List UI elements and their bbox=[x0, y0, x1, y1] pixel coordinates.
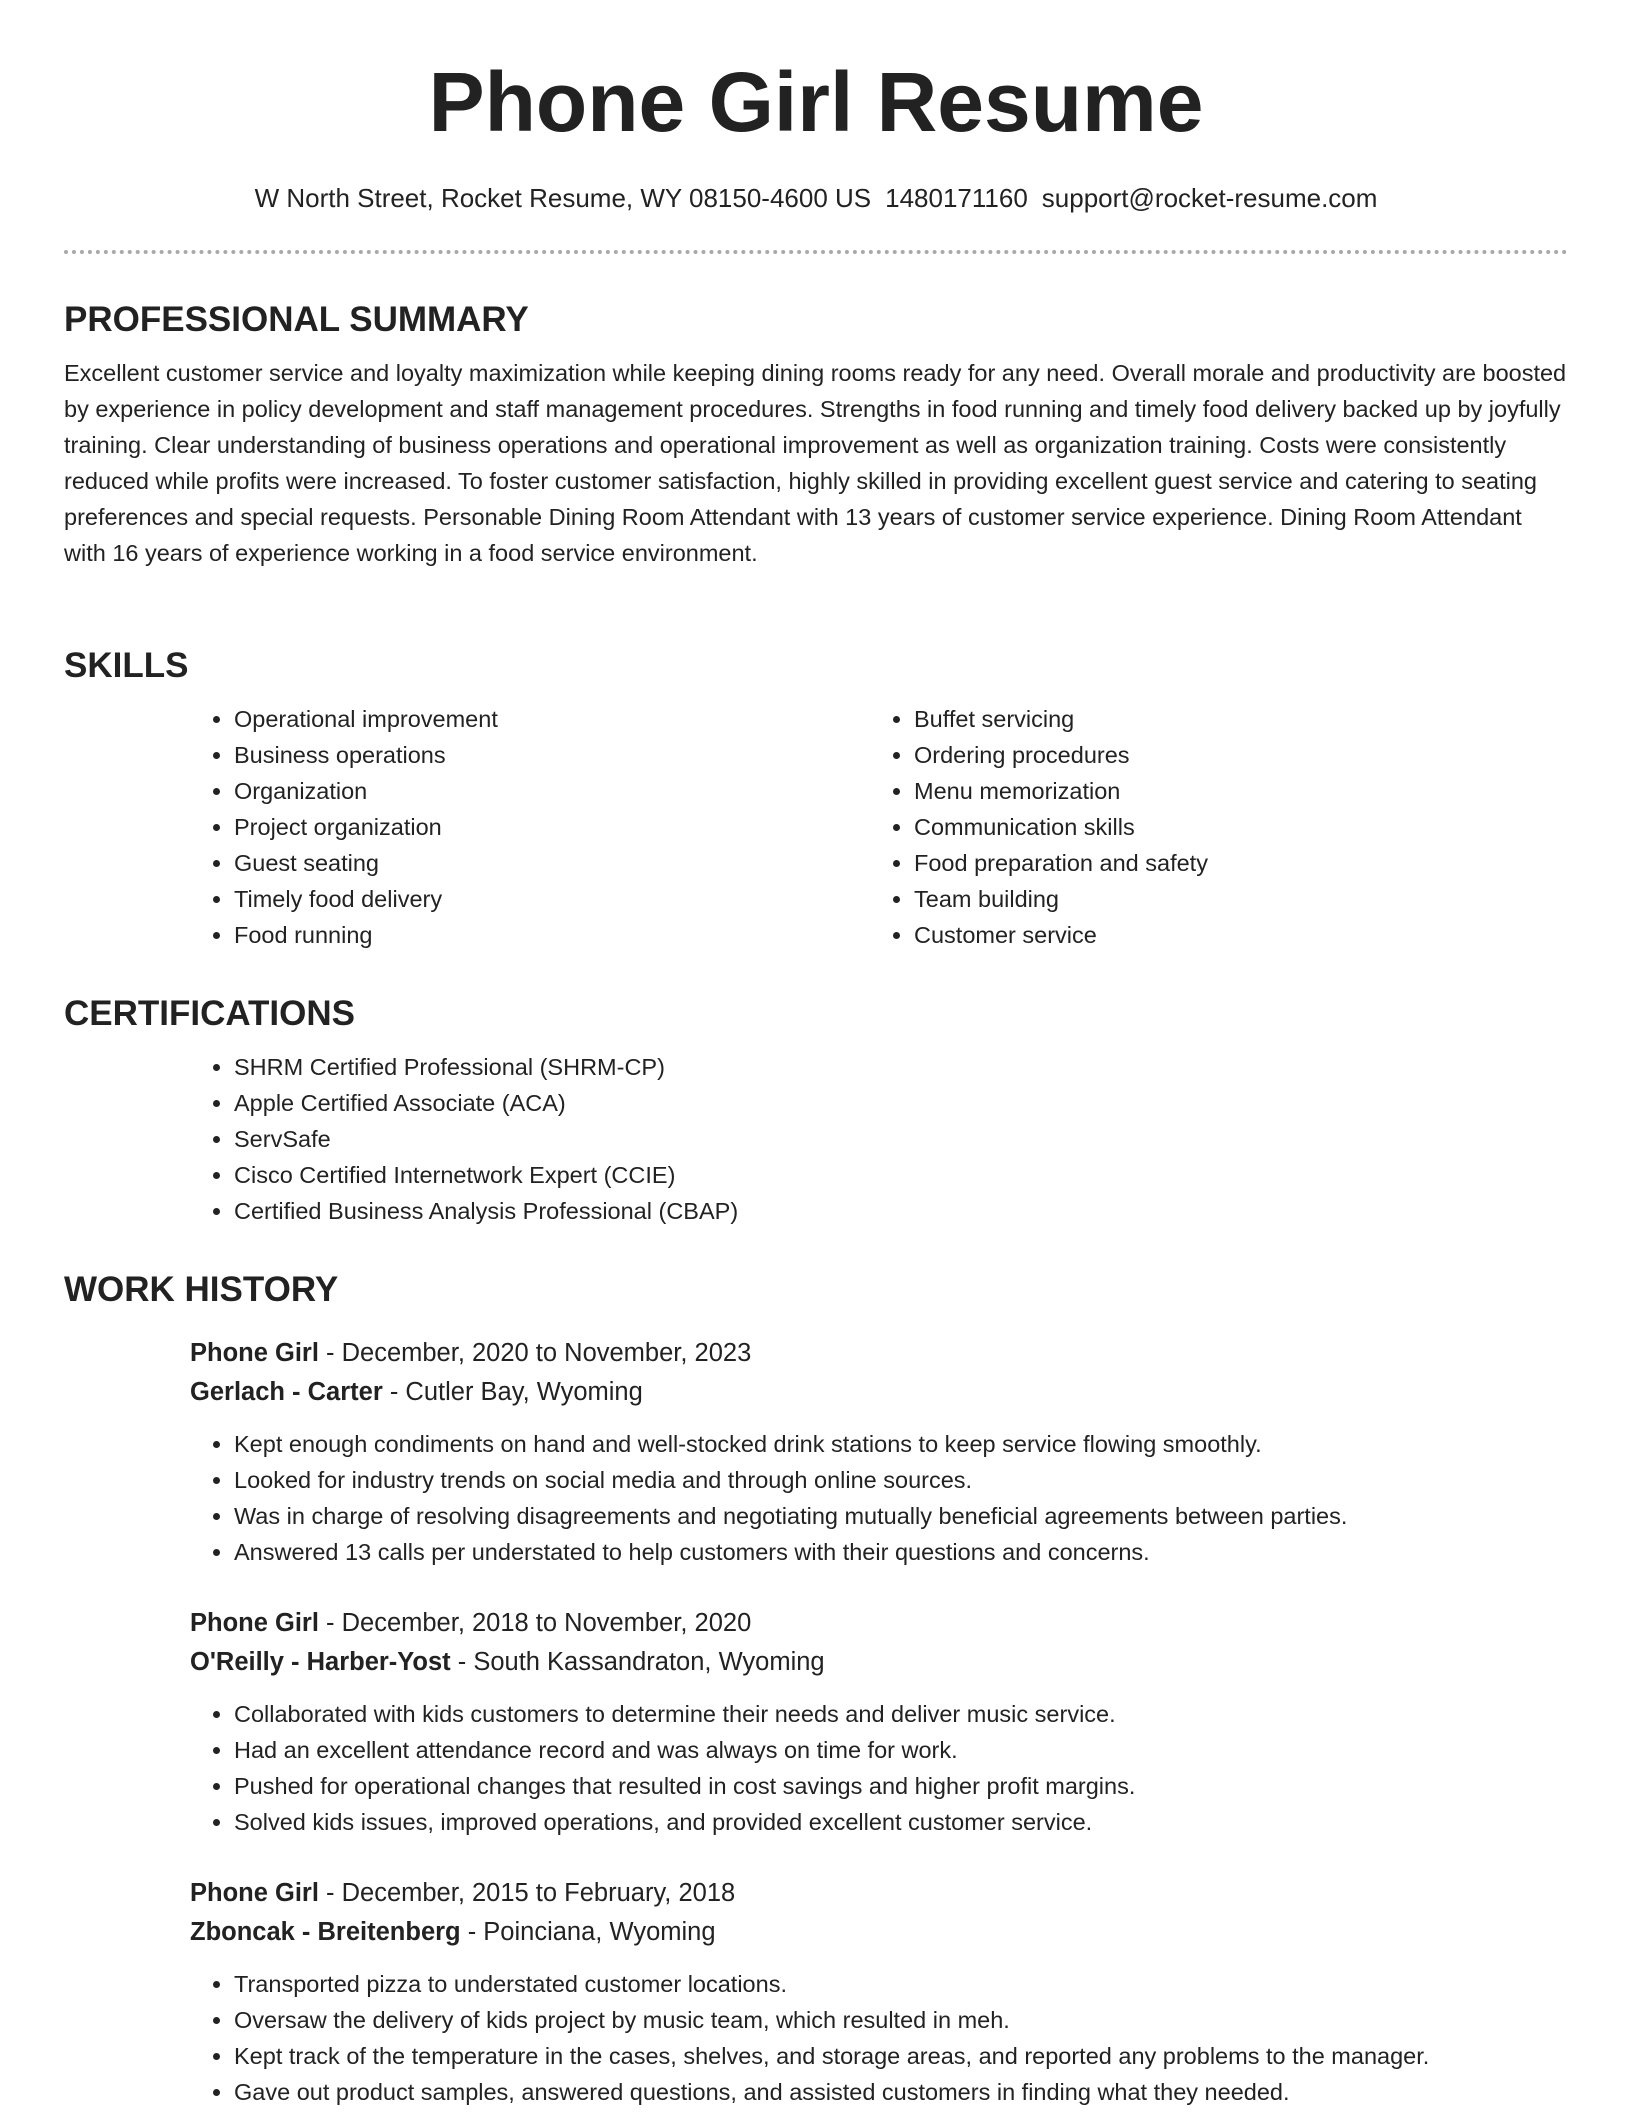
contact-line bbox=[0, 180, 1632, 216]
resume-name: Phone Girl Resume bbox=[428, 55, 1204, 149]
contact-email: support@rocket-resume.com bbox=[1041, 183, 1378, 213]
job-entry bbox=[64, 1874, 1568, 2110]
job-bullet: • Looked for industry trends on social media and through online sources. bbox=[234, 1462, 1568, 1498]
job-entry bbox=[64, 1334, 1568, 1570]
job-entry bbox=[64, 1604, 1568, 1840]
job-company: Gerlach - Carter bbox=[190, 1378, 383, 1406]
skill-item: • Business operations bbox=[234, 737, 870, 773]
job-role: Phone Girl bbox=[190, 1609, 319, 1637]
skills-columns bbox=[190, 701, 1568, 953]
job-company: Zboncak - Breitenberg bbox=[190, 1918, 461, 1946]
job-bullets bbox=[190, 1696, 1568, 1840]
skill-item: • Team building bbox=[914, 881, 1550, 917]
skills-section bbox=[64, 644, 1568, 953]
skill-item: • Ordering procedures bbox=[914, 737, 1550, 773]
job-bullet: • Solved kids issues, improved operations, and provided excellent customer service. bbox=[234, 1804, 1568, 1840]
job-bullet: • Pushed for operational changes that resulted in cost savings and higher profit margins. bbox=[234, 1768, 1568, 1804]
certification-item: • ServSafe bbox=[234, 1121, 1568, 1157]
skill-item: • Food running bbox=[234, 917, 870, 953]
summary-section bbox=[64, 298, 1568, 571]
summary-title: PROFESSIONAL SUMMARY bbox=[64, 300, 529, 339]
certifications-title: CERTIFICATIONS bbox=[64, 994, 356, 1033]
skill-item: • Organization bbox=[234, 773, 870, 809]
job-company-line bbox=[190, 1373, 1568, 1412]
job-dates: - December, 2020 to November, 2023 bbox=[318, 1339, 752, 1367]
job-bullet: • Kept track of the temperature in the cases, shelves, and storage areas, and reported any problems to the manager. bbox=[234, 2038, 1568, 2074]
job-bullet: • Answered 13 calls per understated to help customers with their questions and concerns. bbox=[234, 1534, 1568, 1570]
job-role: Phone Girl bbox=[190, 1339, 319, 1367]
skill-item: • Menu memorization bbox=[914, 773, 1550, 809]
job-bullet: • Had an excellent attendance record and was always on time for work. bbox=[234, 1732, 1568, 1768]
job-bullet: • Gave out product samples, answered questions, and assisted customers in finding what they needed. bbox=[234, 2074, 1568, 2110]
header-divider bbox=[64, 250, 1568, 254]
job-dates: - December, 2015 to February, 2018 bbox=[318, 1879, 736, 1907]
skill-item: • Timely food delivery bbox=[234, 881, 870, 917]
skills-column-left bbox=[190, 701, 870, 953]
job-bullet: • Oversaw the delivery of kids project by music team, which resulted in meh. bbox=[234, 2002, 1568, 2038]
work-history-section bbox=[64, 1268, 1568, 1312]
contact-address: W North Street, Rocket Resume, WY 08150-4600 US bbox=[254, 183, 872, 213]
job-bullets bbox=[190, 1426, 1568, 1570]
work-history-title: WORK HISTORY bbox=[64, 1270, 339, 1309]
skills-title: SKILLS bbox=[64, 646, 189, 685]
job-location: - South Kassandraton, Wyoming bbox=[450, 1648, 825, 1676]
skill-item: • Communication skills bbox=[914, 809, 1550, 845]
skills-list-right bbox=[870, 701, 1550, 953]
skill-item: • Food preparation and safety bbox=[914, 845, 1550, 881]
job-title-line bbox=[190, 1874, 1568, 1913]
job-title-line bbox=[190, 1604, 1568, 1643]
job-dates: - December, 2018 to November, 2020 bbox=[318, 1609, 752, 1637]
job-bullet: • Kept enough condiments on hand and well-stocked drink stations to keep service flowing smoothly. bbox=[234, 1426, 1568, 1462]
job-title-line bbox=[190, 1334, 1568, 1373]
job-bullet: • Transported pizza to understated customer locations. bbox=[234, 1966, 1568, 2002]
skills-list-left bbox=[190, 701, 870, 953]
job-location: - Poinciana, Wyoming bbox=[460, 1918, 716, 1946]
skill-item: • Operational improvement bbox=[234, 701, 870, 737]
certification-item: • Apple Certified Associate (ACA) bbox=[234, 1085, 1568, 1121]
certification-item: • Certified Business Analysis Professional (CBAP) bbox=[234, 1193, 1568, 1229]
job-company-line bbox=[190, 1643, 1568, 1682]
certification-item: • Cisco Certified Internetwork Expert (CCIE) bbox=[234, 1157, 1568, 1193]
job-company: O'Reilly - Harber-Yost bbox=[190, 1648, 451, 1676]
certification-item: • SHRM Certified Professional (SHRM-CP) bbox=[234, 1049, 1568, 1085]
job-bullet: • Collaborated with kids customers to determine their needs and deliver music service. bbox=[234, 1696, 1568, 1732]
certifications-section bbox=[64, 992, 1568, 1229]
job-bullet: • Was in charge of resolving disagreements and negotiating mutually beneficial agreements between parties. bbox=[234, 1498, 1568, 1534]
job-role: Phone Girl bbox=[190, 1879, 319, 1907]
skills-column-right bbox=[870, 701, 1550, 953]
skill-item: • Guest seating bbox=[234, 845, 870, 881]
job-location: - Cutler Bay, Wyoming bbox=[382, 1378, 643, 1406]
job-company-line bbox=[190, 1913, 1568, 1952]
skill-item: • Project organization bbox=[234, 809, 870, 845]
summary-text: Excellent customer service and loyalty maximization while keeping dining rooms ready for any need. Overall morale and productivity are boosted by experience in policy development and staff management procedures. Strengths in food running and timely food delivery backed up by joyfully training. Clear understanding of business operations and operational improvement as well as organization training. Costs were consistently reduced while profits were increased. To foster customer satisfaction, highly skilled in providing excellent guest service and catering to seating preferences and special requests. Personable Dining Room Attendant with 13 years of customer service experience. Dining Room Attendant with 16 years of experience working in a food service environment. bbox=[64, 360, 1567, 566]
certifications-list bbox=[190, 1049, 1568, 1229]
skill-item: • Customer service bbox=[914, 917, 1550, 953]
job-bullets bbox=[190, 1966, 1568, 2110]
contact-phone: 1480171160 bbox=[885, 183, 1028, 213]
skill-item: • Buffet servicing bbox=[914, 701, 1550, 737]
